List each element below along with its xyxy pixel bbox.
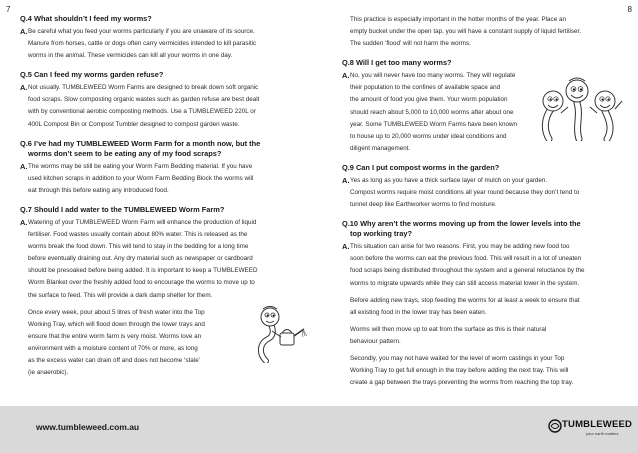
answer-line: the surface to feed. This will provide a dark damp shelter for them. xyxy=(28,291,213,299)
question-heading: Q.9 Can I put compost worms in the garden? xyxy=(342,162,500,172)
answer-line: eat through this before eating any introduced food. xyxy=(28,186,169,194)
answer-marker: A. xyxy=(20,83,28,93)
answer-block xyxy=(342,175,622,211)
logo-wordmark: TUMBLEWEED xyxy=(562,419,633,430)
answer-line: food scraps being distributed throughout the system and a general reluctance by the xyxy=(350,267,585,275)
answer-line: Once every week, pour about 5 litres of fresh water into the Top xyxy=(28,308,205,316)
worm-watering-illustration xyxy=(248,303,308,363)
question-heading: Q.6 I’ve had my TUMBLEWEED Worm Farm for a month now, but the xyxy=(20,138,261,148)
answer-line: This practice is especially important in the hotter months of the year. Place an xyxy=(350,16,566,23)
answer-line: diligent management. xyxy=(350,144,411,152)
answer-block xyxy=(20,26,310,62)
answer-line: Compost worms require moist conditions all year round because they don’t tend to xyxy=(350,189,580,197)
answer-line: as the excess water can drain off and does not become ‘stale’ xyxy=(28,356,201,364)
answer-line: before eventually draining out. Any dry material such as newspaper or cardboard xyxy=(28,255,253,263)
question-heading-cont: top working tray? xyxy=(350,229,413,239)
question-heading: Q.8 Will I get too many worms? xyxy=(342,58,452,68)
answer-line: Yes as long as you have a thick surface layer of mulch on your garden. xyxy=(350,176,548,184)
question-heading: Q.10 Why aren’t the worms moving up from the lower levels into the xyxy=(342,219,581,229)
answer-line: Working Tray, which will flood down through the lower trays and xyxy=(28,320,205,328)
answer-line: ensure that the entire worm farm is very moist. Worms love an xyxy=(28,332,202,340)
answer-line: create a gap between the trays preventing the worms from reaching the top tray. xyxy=(350,379,574,387)
answer-line: year. Some TUMBLEWEED Worm Farms have been known xyxy=(350,120,518,128)
answer-line: Secondly, you may not have waited for the level of worm castings in your Top xyxy=(350,354,565,362)
answer-line: Working Tray to get full enough in the tray before adding the next tray. This will xyxy=(350,367,569,375)
answer-line: Not usually. TUMBLEWEED Worm Farms are designed to break down soft organic xyxy=(28,84,259,92)
answer-line: worms break the food down. This will tend to stay in the bedding for a long time xyxy=(28,243,249,251)
answer-line: used kitchen scraps in addition to your Worm Farm Bedding Block the worms will xyxy=(28,174,254,182)
answer-line: empty bucket under the open tap, you will have a constant supply of liquid fertiliser. xyxy=(350,28,582,36)
page-number-right: 8 xyxy=(627,5,632,14)
answer-marker: A. xyxy=(20,161,28,171)
answer-line: behaviour pattern. xyxy=(350,337,401,345)
answer-line: should be presoaked before being added. It is important to keep a TUMBLEWEED xyxy=(28,267,258,275)
worm-family-illustration xyxy=(535,69,625,141)
answer-line: food scraps. Slow composting organic wastes such as garden refuse are best dealt xyxy=(28,96,260,104)
answer-line: tunnel deep like Earthworker worms to find moisture. xyxy=(350,201,497,209)
answer-line: Before adding new trays, stop feeding the worms for at least a week to ensure that xyxy=(350,296,580,304)
answer-line: The worms may be still be eating your Worm Farm Bedding material. If you have xyxy=(28,162,253,170)
tumbleweed-logo-icon xyxy=(548,419,562,433)
answer-block xyxy=(342,241,622,389)
answer-line: Manure from horses, cattle or dogs often carry vermicides intended to kill parasitic xyxy=(28,40,257,48)
faq-q4 xyxy=(20,14,310,62)
faq-q6 xyxy=(20,139,310,197)
answer-block xyxy=(20,161,310,197)
footer-bar xyxy=(0,406,638,453)
answer-line: all existing food in the lower tray has been eaten. xyxy=(350,308,487,316)
tumbleweed-logo xyxy=(548,419,633,441)
answer-line: environment with a moisture content of 70% or more, as long xyxy=(28,344,198,352)
answer-line: fertiliser. Food wastes usually contain about 80% water. This is released as the xyxy=(28,231,248,239)
answer-line: No, you will never have too many worms. They will regulate xyxy=(350,72,516,80)
answer-line: (ie anaerobic). xyxy=(28,369,69,377)
answer-line: 400L Compost Bin or Compost Tumbler designed to compost garden waste. xyxy=(28,120,240,128)
faq-q9 xyxy=(342,163,622,211)
question-heading: Q.4 What shouldn’t I feed my worms? xyxy=(20,14,152,23)
answer-marker: A. xyxy=(342,71,350,81)
website-link[interactable]: www.tumbleweed.com.au xyxy=(36,422,140,432)
answer-line: soon before the worms can eat the previous food. This will result in a lot of uneaten xyxy=(350,255,582,263)
answer-continuation xyxy=(342,14,622,50)
answer-line: Watering of your TUMBLEWEED Worm Farm will enhance the production of liquid xyxy=(28,218,257,226)
answer-line: worms in the animal. These vermicides can kill all your worms in one day. xyxy=(28,52,233,60)
answer-line: Worm Blanket over the freshly added food to encourage the worms to move up to xyxy=(28,279,255,287)
page-number-left: 7 xyxy=(6,5,11,14)
answer-line: to house up to 20,000 worms under ideal conditions and xyxy=(350,132,507,140)
answer-line: should reach about 5,000 to 10,000 worms after about one xyxy=(350,108,514,116)
answer-line: The sudden ‘flood’ will not harm the worms. xyxy=(350,40,471,48)
question-heading-cont: worms don’t seem to be eating any of my food scraps? xyxy=(28,148,222,158)
logo-tagline: your earth matters xyxy=(586,431,619,436)
answer-marker: A. xyxy=(20,27,28,36)
answer-line: the amount of food you give them. Your worm population xyxy=(350,96,508,104)
answer-line: their population to the confines of available space and xyxy=(350,84,501,92)
answer-line: Worms will then move up to eat from the surface as this is their natural xyxy=(350,325,547,333)
question-heading: Q.5 Can I feed my worms garden refuse? xyxy=(20,70,164,80)
answer-marker: A. xyxy=(342,242,350,252)
question-heading: Q.7 Should I add water to the TUMBLEWEED Worm Farm? xyxy=(20,204,225,214)
answer-block xyxy=(20,82,310,130)
answer-line: Be careful what you feed your worms particularly if you are unaware of its source. xyxy=(28,28,255,35)
answer-line: worms to migrate upwards while they can still access material lower in the system. xyxy=(350,279,580,287)
answer-marker: A. xyxy=(20,217,28,227)
faq-q10 xyxy=(342,219,622,389)
answer-marker: A. xyxy=(342,175,350,185)
answer-line: This situation can arise for two reasons. First, you may be adding new food too xyxy=(350,243,570,251)
answer-line: with by conventional aerobic composting methods. Use a TUMBLEWEED 220L or xyxy=(28,108,256,116)
faq-q5 xyxy=(20,70,310,130)
